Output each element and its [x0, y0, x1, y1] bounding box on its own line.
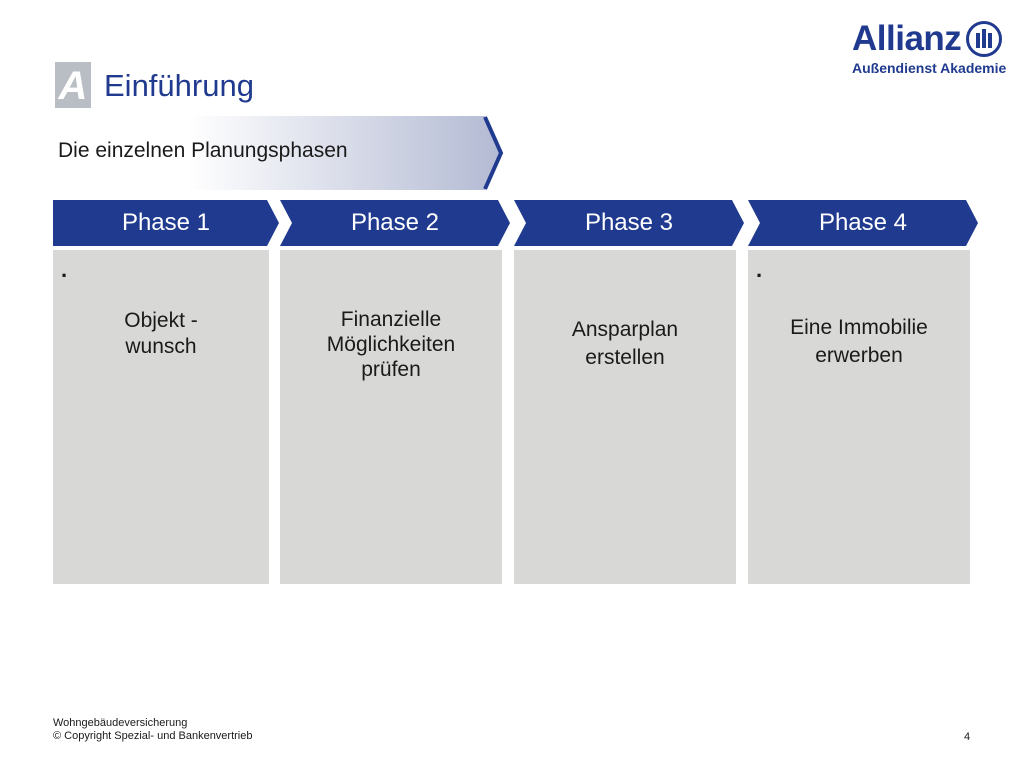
footer-copyright: © Copyright Spezial- und Bankenvertrieb	[53, 730, 253, 742]
page-number: 4	[964, 731, 971, 743]
page-title: Einführung	[104, 68, 254, 103]
phase-4-header	[748, 200, 974, 246]
section-letter: A	[58, 64, 88, 108]
subtitle: Die einzelnen Planungsphasen	[58, 139, 348, 162]
phase-label: Phase 4	[818, 209, 908, 236]
phase-4-panel	[748, 250, 970, 584]
logo-subline: Außendienst Akademie	[852, 60, 1007, 76]
panel-text: Finanzielle Möglichkeiten prüfen	[326, 308, 456, 381]
phase-1-panel	[53, 250, 269, 584]
phase-3-header	[514, 200, 740, 246]
panel-bullet: .	[61, 257, 68, 282]
panel-text: Eine Immobilie erwerben	[790, 316, 928, 367]
phase-3-panel	[514, 250, 736, 584]
logo-wordmark: Allianz	[852, 19, 962, 58]
panel-text: Objekt - wunsch	[124, 309, 198, 358]
footer	[53, 717, 253, 743]
phase-1-header	[53, 200, 279, 246]
section-badge	[55, 62, 91, 108]
phase-2-panel	[280, 250, 502, 584]
phase-2-header	[280, 200, 506, 246]
phase-label: Phase 1	[121, 209, 211, 236]
phase-label: Phase 2	[350, 209, 440, 236]
footer-topic: Wohngebäudeversicherung	[53, 717, 188, 729]
allianz-eagle-icon	[965, 20, 1003, 58]
allianz-logo	[852, 18, 1007, 78]
panel-text: Ansparplan erstellen	[571, 318, 679, 369]
panel-bullet: .	[756, 257, 763, 282]
phase-label: Phase 3	[584, 209, 674, 236]
